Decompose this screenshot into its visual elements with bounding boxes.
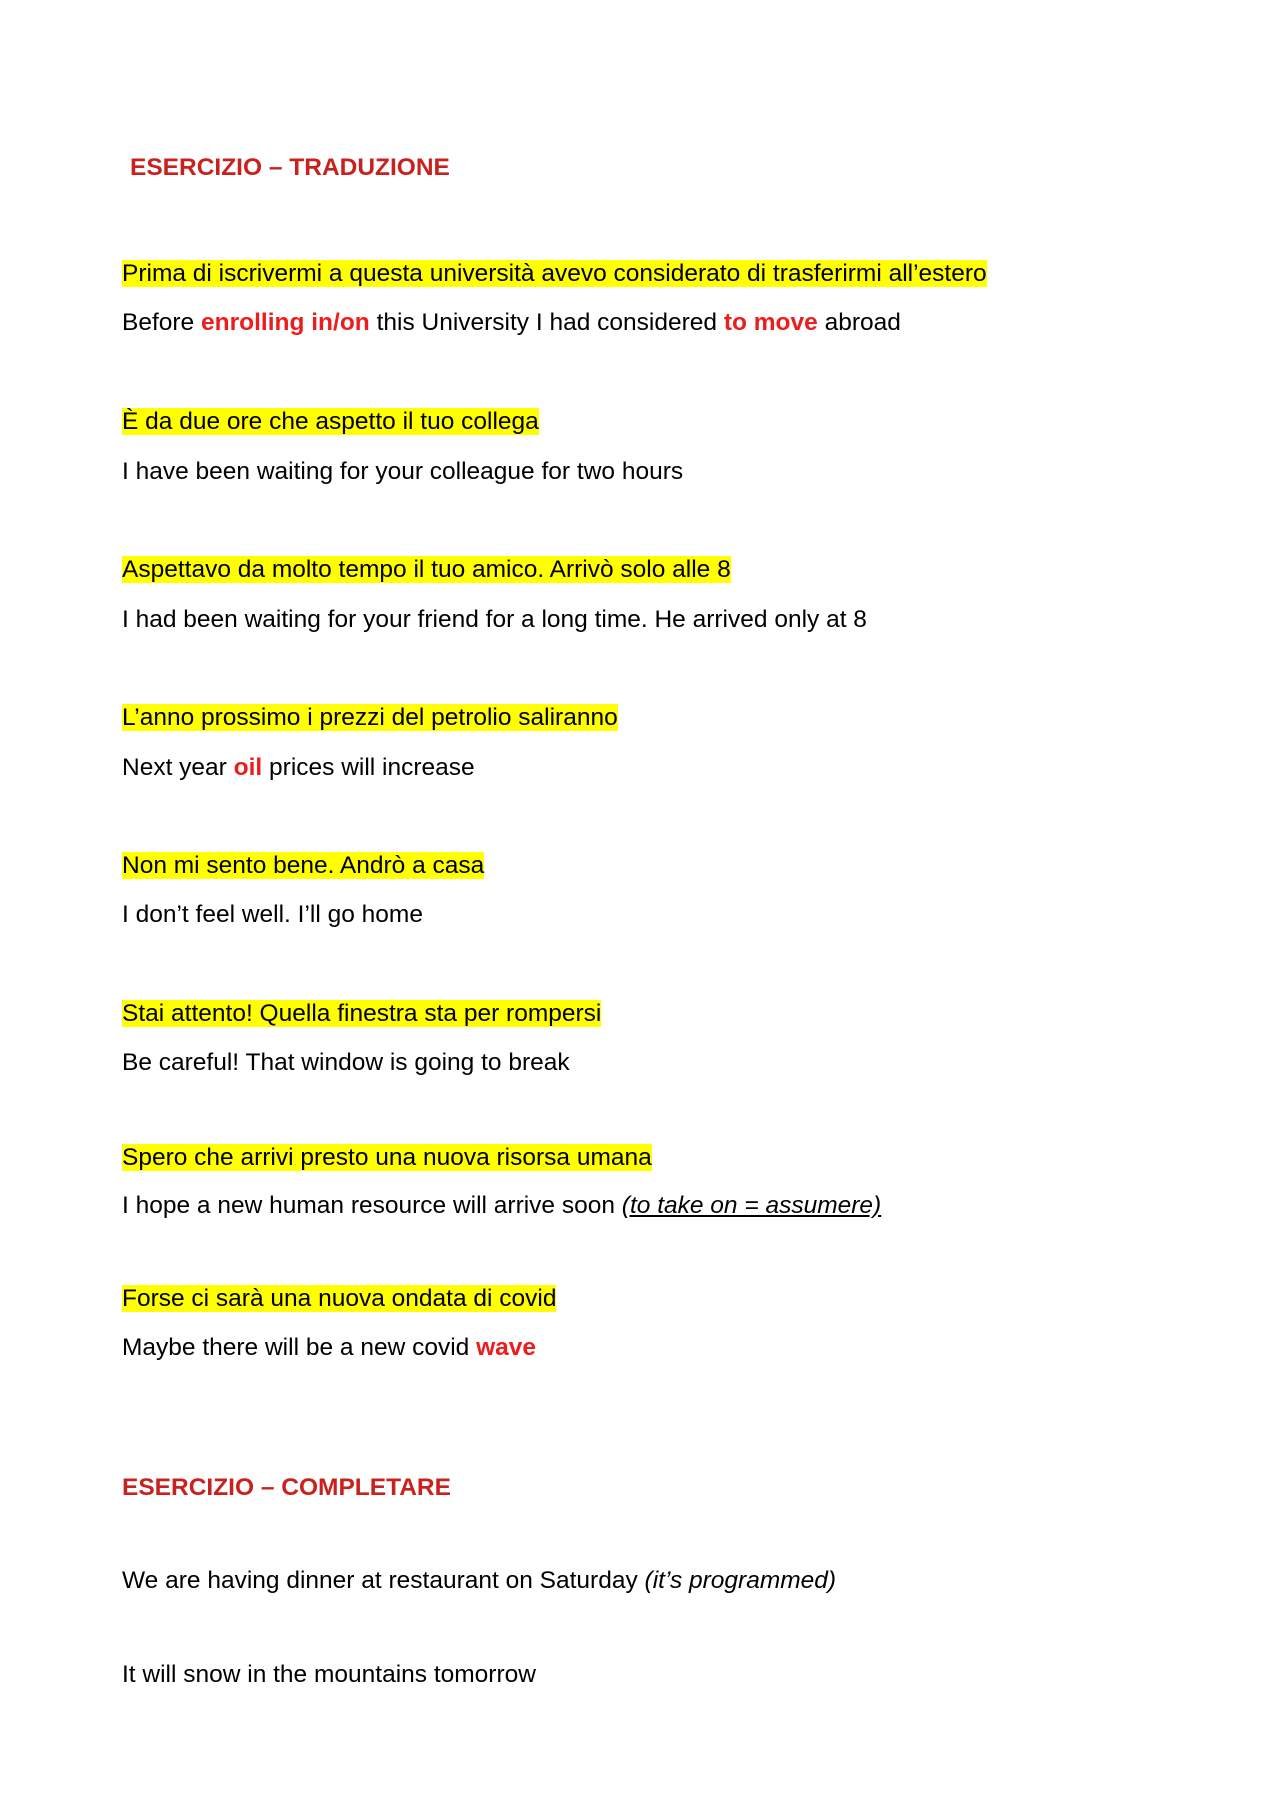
text-run: prices will increase [262, 754, 475, 781]
completion-sentence-2: It will snow in the mountains tomorrow [122, 1661, 536, 1688]
english-translation-3: I had been waiting for your friend for a long time. He arrived only at 8 [122, 606, 867, 633]
highlighted-text: Stai attento! Quella finestra sta per rompersi [122, 1000, 602, 1027]
section-heading-traduzione: ESERCIZIO – TRADUZIONE [130, 154, 450, 181]
italian-sentence-2 [122, 407, 539, 437]
highlighted-text: L’anno prossimo i prezzi del petrolio saliranno [122, 704, 618, 731]
english-translation-2: I have been waiting for your colleague for two hours [122, 458, 684, 485]
english-translation-6: Be careful! That window is going to break [122, 1049, 570, 1076]
italian-sentence-1 [122, 259, 987, 289]
text-run: Maybe there will be a new covid [122, 1334, 477, 1361]
italian-sentence-6 [122, 999, 601, 1029]
text-run: this University I had considered [369, 309, 724, 336]
highlighted-text: Prima di iscrivermi a questa università avevo considerato di trasferirmi all’estero [122, 260, 987, 287]
english-translation-8 [122, 1333, 536, 1363]
correction-text: oil [233, 754, 263, 781]
english-translation-5: I don’t feel well. I’ll go home [122, 901, 423, 928]
english-translation-4 [122, 753, 475, 783]
correction-text: to move [723, 309, 818, 336]
text-run: Before [122, 309, 201, 336]
note-text: (to take on = assumere) [621, 1192, 882, 1219]
completion-sentence-1 [122, 1566, 836, 1596]
italian-sentence-4 [122, 703, 618, 733]
correction-text: wave [476, 1334, 537, 1361]
italian-sentence-5 [122, 851, 484, 881]
highlighted-text: Aspettavo da molto tempo il tuo amico. Arrivò solo alle 8 [122, 556, 731, 583]
highlighted-text: Forse ci sarà una nuova ondata di covid [122, 1285, 557, 1312]
text-run: We are having dinner at restaurant on Saturday [122, 1567, 645, 1594]
italian-sentence-3 [122, 555, 731, 585]
highlighted-text: È da due ore che aspetto il tuo collega [122, 408, 539, 435]
text-run: I hope a new human resource will arrive soon [122, 1192, 622, 1219]
section-heading-completare: ESERCIZIO – COMPLETARE [122, 1474, 451, 1501]
italian-sentence-8 [122, 1284, 556, 1314]
english-translation-1 [122, 308, 901, 338]
note-text: (it’s programmed) [644, 1567, 837, 1594]
highlighted-text: Spero che arrivi presto una nuova risorsa umana [122, 1144, 652, 1171]
text-run: Next year [122, 754, 234, 781]
italian-sentence-7 [122, 1143, 652, 1173]
english-translation-7 [122, 1191, 881, 1221]
highlighted-text: Non mi sento bene. Andrò a casa [122, 852, 485, 879]
text-run: abroad [817, 309, 901, 336]
correction-text: enrolling in/on [201, 309, 370, 336]
